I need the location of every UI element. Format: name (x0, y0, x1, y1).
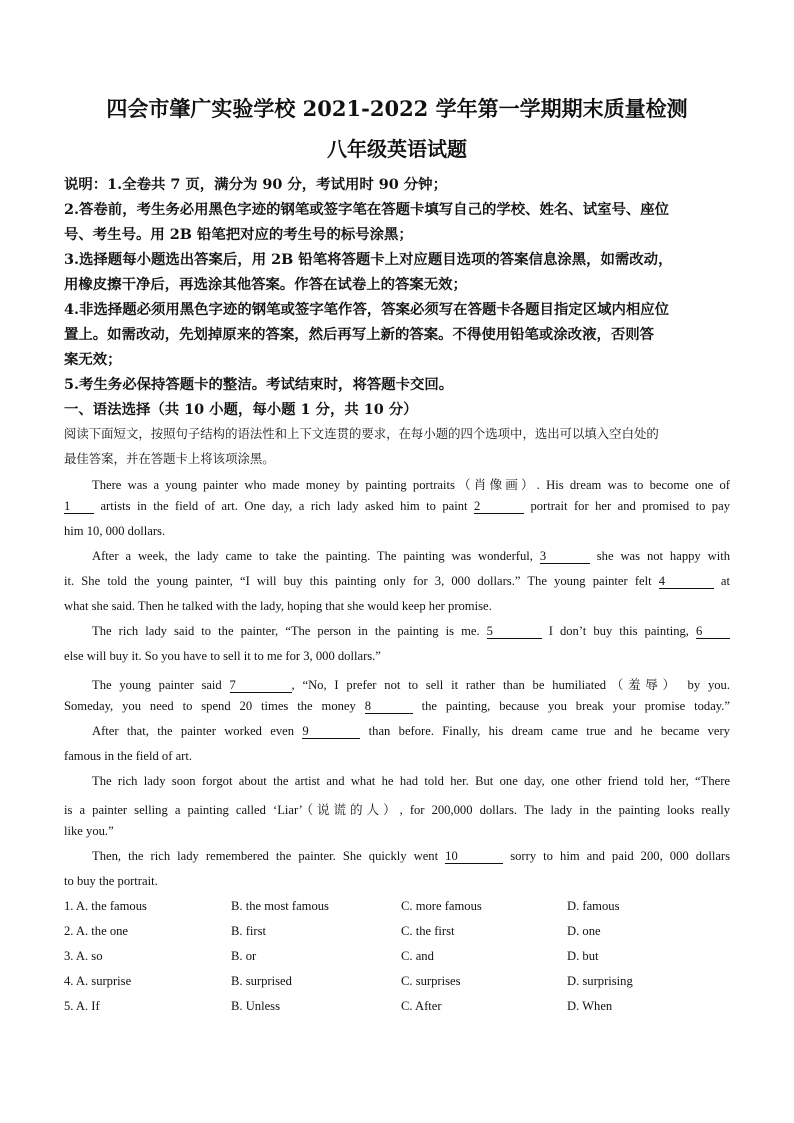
instruction-line: 4.非选择题必须用黑色字迹的钢笔或签字笔作答，答案必须写在答题卡各题目指定区域内相应位 (64, 301, 670, 318)
option-b: B. surprised (231, 974, 292, 988)
blank-10: 10 (445, 849, 503, 864)
exam-title: 四会市肇广实验学校 2021-2022 学年第一学期期末质量检测 (106, 96, 688, 121)
blank-8: 8 (365, 699, 413, 714)
section-directions: 阅读下面短文，按照句子结构的语法性和上下文连贯的要求，在每小题的四个选项中，选出可以填入空白处的 (64, 426, 659, 441)
blank-6: 6 (696, 624, 730, 639)
option-a: 1. A. the famous (64, 899, 147, 913)
instruction-line: 用橡皮擦干净后，再选涂其他答案。作答在试卷上的答案无效； (64, 276, 467, 293)
option-d: D. but (567, 949, 599, 963)
option-c: C. surprises (401, 974, 461, 988)
instruction-line: 3.选择题每小题选出答案后，用 2B 铅笔将答题卡上对应题目选项的答案信息涂黑，如需改动， (64, 251, 673, 268)
blank-5: 5 (487, 624, 542, 639)
option-d: D. famous (567, 899, 620, 913)
option-b: B. Unless (231, 999, 280, 1013)
instruction-line: 5.考生务必保持答题卡的整洁。考试结束时，将答题卡交回。 (64, 376, 454, 393)
option-a: 4. A. surprise (64, 974, 132, 988)
option-c: C. the first (401, 924, 455, 938)
passage-line: what she said. Then he talked with the lady, hoping that she would keep her promise. (64, 599, 492, 613)
blank-3: 3 (540, 549, 590, 564)
section-directions: 最佳答案，并在答题卡上将该项涂黑。 (64, 451, 275, 466)
option-c: C. more famous (401, 899, 482, 913)
passage-line: 1 artists in the field of art. One day, a rich lady asked him to paint 2 portrait for her and promised to pay (64, 499, 730, 513)
option-a: 3. A. so (64, 949, 103, 963)
instruction-line: 说明：1.全卷共 7 页，满分为 90 分，考试用时 90 分钟； (64, 176, 447, 193)
option-d: D. surprising (567, 974, 633, 988)
passage-line: The young painter said 7 , “No, I prefer not to sell it rather than be humiliated（羞辱） by you. (92, 678, 730, 692)
option-a: 5. A. If (64, 999, 100, 1013)
instruction-line: 号、考生号。用 2B 铅笔把对应的考生号的标号涂黑； (64, 226, 413, 243)
option-c: C. and (401, 949, 434, 963)
passage-line: him 10, 000 dollars. (64, 524, 166, 538)
section-heading: 一、语法选择（共 10 小题，每小题 1 分，共 10 分） (64, 401, 418, 418)
instruction-line: 案无效； (64, 351, 122, 368)
option-b: B. the most famous (231, 899, 329, 913)
exam-subtitle: 八年级英语试题 (327, 137, 467, 161)
option-d: D. When (567, 999, 613, 1013)
passage-line: is a painter selling a painting called ‘Liar’（说谎的人）, for 200,000 dollars. The lady in the painting looks really (64, 803, 730, 817)
option-b: B. or (231, 949, 257, 963)
option-b: B. first (231, 924, 266, 938)
passage-line: famous in the field of art. (64, 749, 192, 763)
passage-line: There was a young painter who made money by painting portraits（肖像画）. His dream was to become one of (92, 478, 730, 492)
option-a: 2. A. the one (64, 924, 129, 938)
passage-line: The rich lady soon forgot about the artist and what he had told her. But one day, one other friend told her, “There (92, 774, 730, 788)
blank-9: 9 (302, 724, 360, 739)
passage-line: After that, the painter worked even 9 than before. Finally, his dream came true and he became very (92, 724, 730, 738)
passage-line: Then, the rich lady remembered the painter. She quickly went 10 sorry to him and paid 200, 000 dollars (92, 849, 730, 863)
passage-line: else will buy it. So you have to sell it to me for 3, 000 dollars.” (64, 649, 381, 663)
passage-line: Someday, you need to spend 20 times the money 8 the painting, because you break your promise today.” (64, 699, 730, 713)
blank-4: 4 (659, 574, 714, 589)
instruction-line: 2.答卷前，考生务必用黑色字迹的钢笔或签字笔在答题卡填写自己的学校、姓名、试室号、座位 (64, 201, 670, 218)
option-d: D. one (567, 924, 601, 938)
passage-line: After a week, the lady came to take the painting. The painting was wonderful, 3 she was not happy with (92, 549, 731, 563)
blank-7: 7 (230, 678, 292, 693)
option-c: C. After (401, 999, 442, 1013)
passage-line: to buy the portrait. (64, 874, 158, 888)
passage-line: like you.” (64, 824, 114, 838)
blank-1: 1 (64, 499, 94, 514)
instruction-line: 置上。如需改动，先划掉原来的答案，然后再写上新的答案。不得使用铅笔或涂改液，否则答 (64, 326, 655, 343)
passage-line: The rich lady said to the painter, “The person in the painting is me. 5 I don’t buy this painting, 6 (92, 624, 730, 639)
blank-2: 2 (474, 499, 524, 514)
passage-line: it. She told the young painter, “I will buy this painting only for 3, 000 dollars.” The young painter felt 4 at (64, 574, 730, 588)
